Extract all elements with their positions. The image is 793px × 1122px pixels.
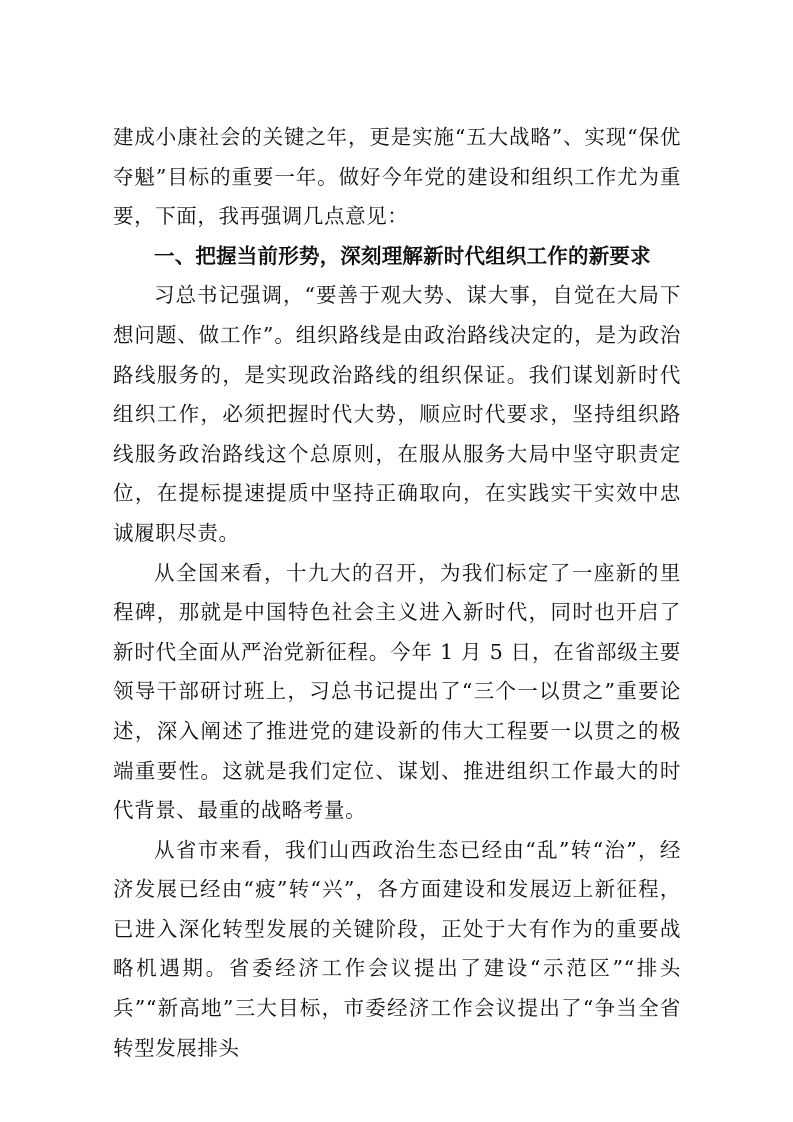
document-page xyxy=(113,118,681,1068)
paragraph-national-context: 从全国来看，十九大的召开，为我们标定了一座新的里程碑，那就是中国特色社会主义进入新时代，同时也开启了新时代全面从严治党新征程。今年 1 月 5 日，在省部级主要领导干部研讨班上，习总书记提出了“三个一以贯之”重要论述，深入阐述了推进党的建设新的伟大工程要一以贯之的极端重要性。这就是我们定位、谋划、推进组织工作最大的时代背景、最重的战略考量。 xyxy=(113,560,681,823)
paragraph-provincial-context: 从省市来看，我们山西政治生态已经由“乱”转“治”，经济发展已经由“疲”转“兴”，各方面建设和发展迈上新征程，已进入深化转型发展的关键阶段，正处于大有作为的重要战略机遇期。省委经济工作会议提出了建设“示范区”“排头兵”“新高地”三大目标，市委经济工作会议提出了“争当全省转型发展排头 xyxy=(113,837,681,1060)
section-heading-1: 一、把握当前形势，深刻理解新时代组织工作的新要求 xyxy=(154,243,651,268)
paragraph-xi-quote: 习总书记强调，“要善于观大势、谋大事，自觉在大局下想问题、做工作”。组织路线是由政治路线决定的，是为政治路线服务的，是实现政治路线的组织保证。我们谋划新时代组织工作，必须把握时代大势，顺应时代要求，坚持组织路线服务政治路线这个总原则，在服从服务大局中坚守职责定位，在提标提速提质中坚持正确取向，在实践实干实效中忠诚履职尽责。 xyxy=(113,283,681,545)
paragraph-intro-continuation: 建成小康社会的关键之年，更是实施“五大战略”、实现“保优夺魁”目标的重要一年。做好今年党的建设和组织工作尤为重要，下面，我再强调几点意见： xyxy=(113,125,681,229)
